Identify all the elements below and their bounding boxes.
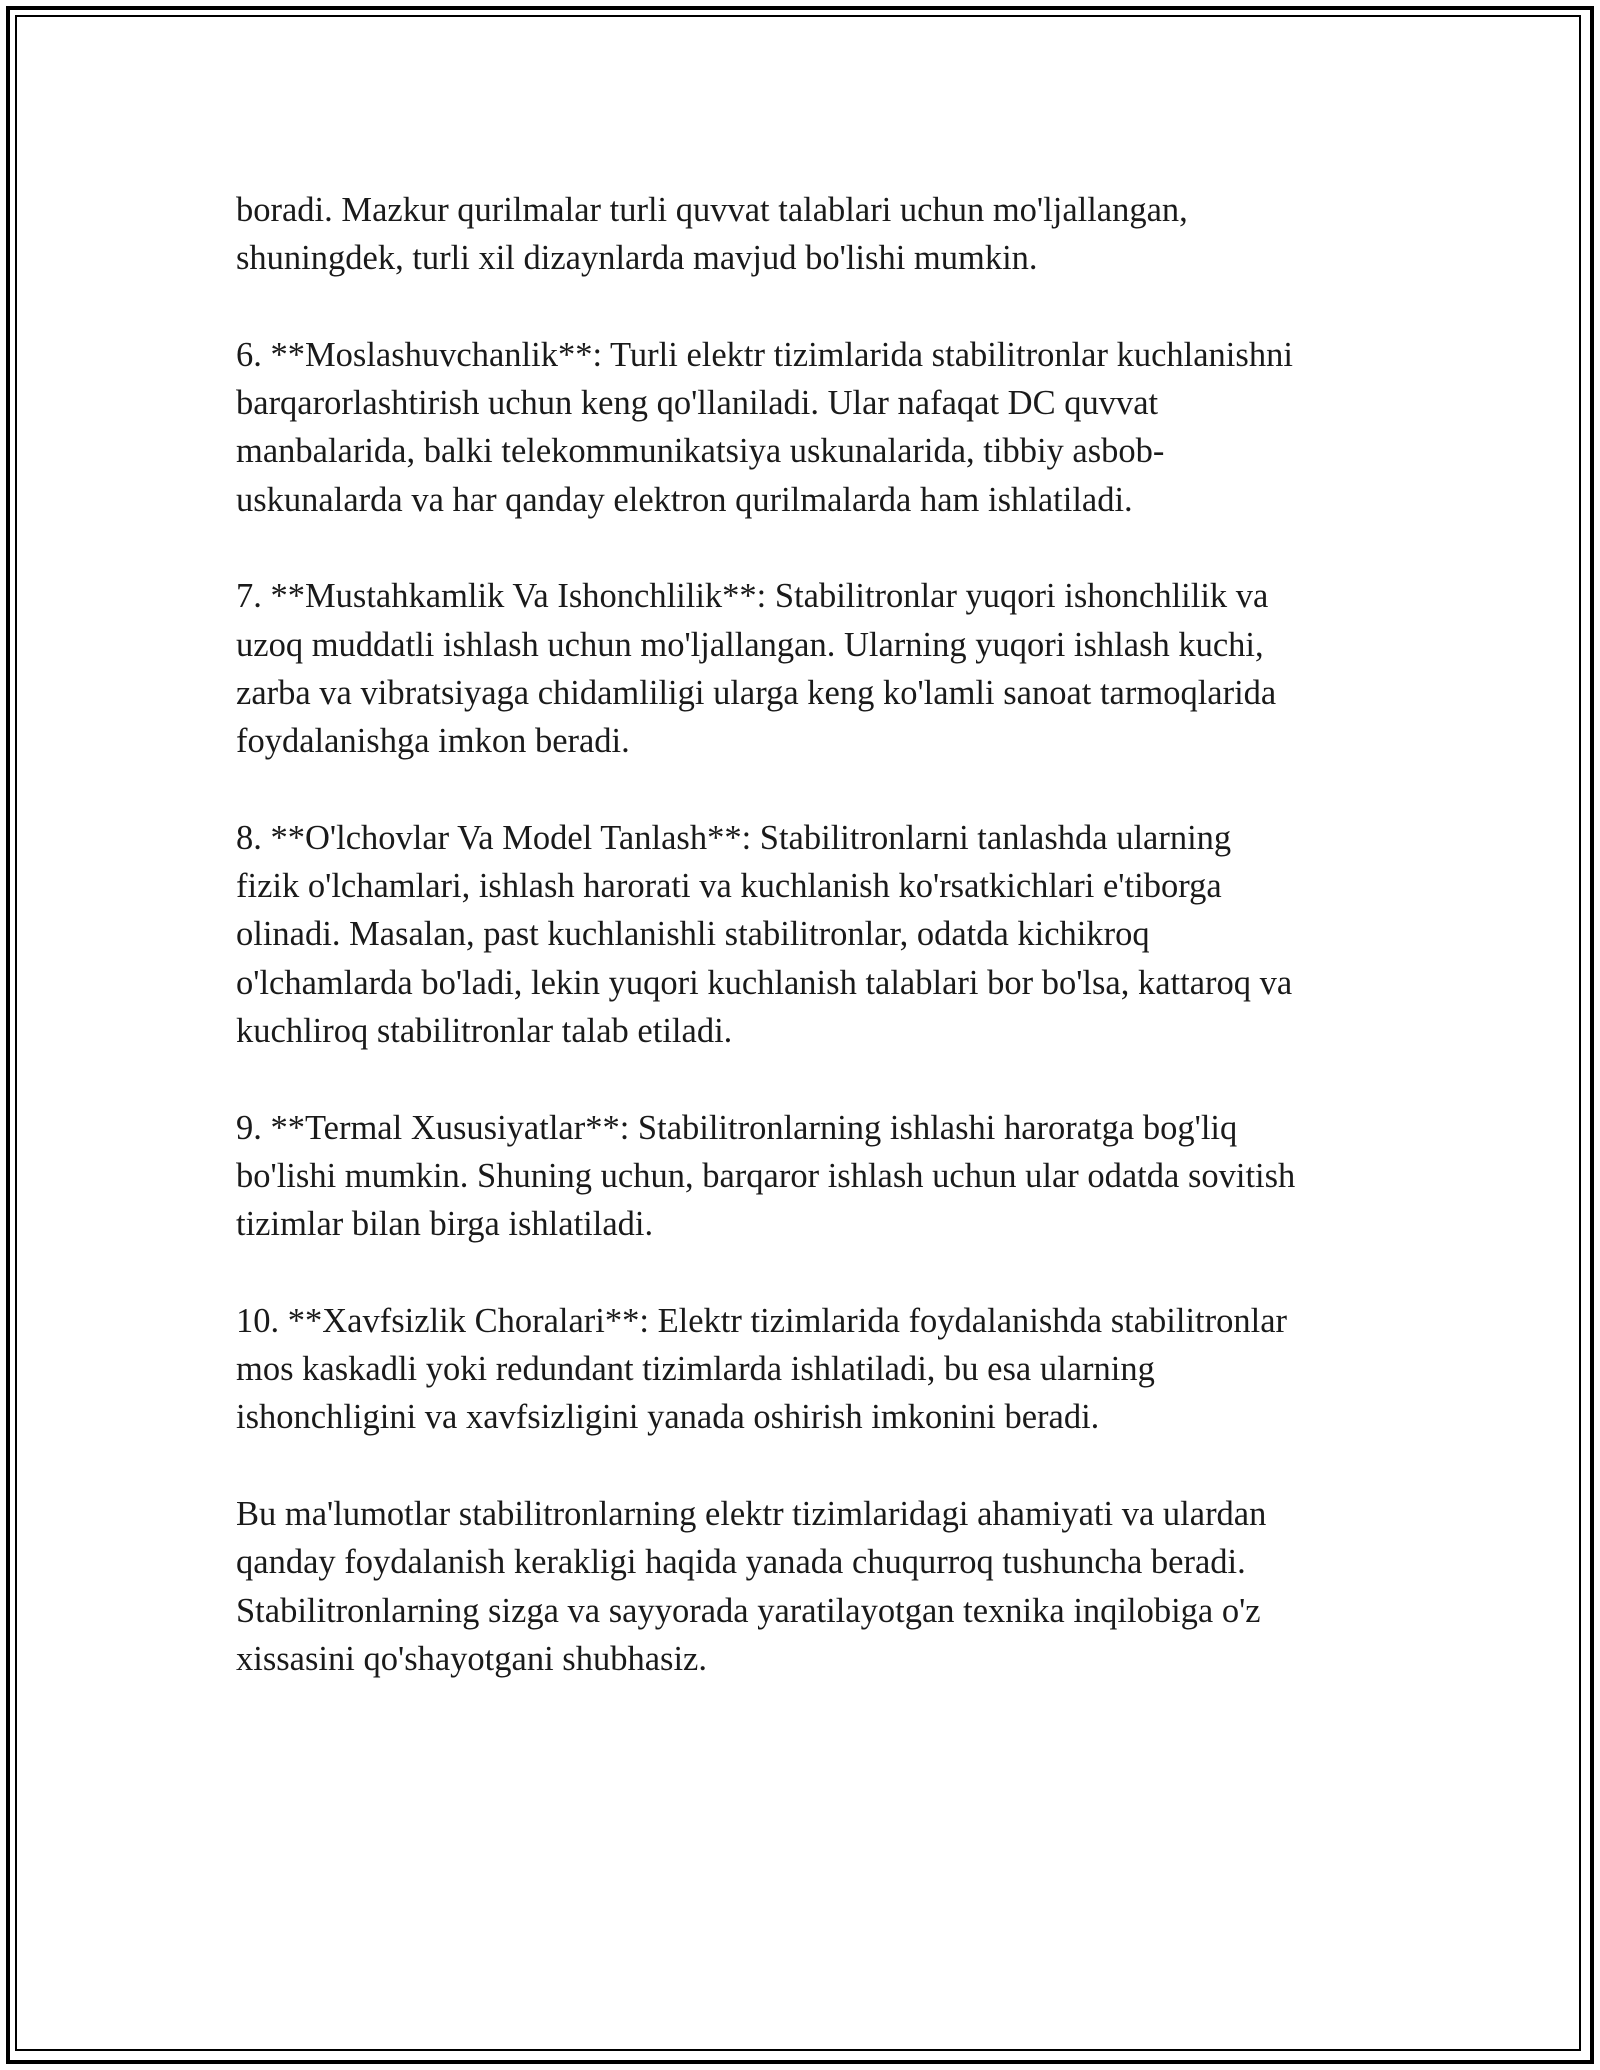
text-line: uskunalarda va har qanday elektron qurilmalarda ham ishlatiladi. [236,480,1133,519]
text-line: xissasini qo'shayotgani shubhasiz. [236,1639,707,1678]
text-line: ishonchligini va xavfsizligini yanada oshirish imkonini beradi. [236,1398,1100,1437]
text-line: qanday foydalanish kerakligi haqida yanada chuqurroq tushuncha beradi. [236,1543,1246,1582]
text-line: Bu ma'lumotlar stabilitronlarning elektr tizimlaridagi ahamiyati va ulardan [236,1495,1267,1534]
text-line: tizimlar bilan birga ishlatiladi. [236,1205,654,1244]
text-line: Stabilitronlarning sizga va sayyorada yaratilayotgan texnika inqilobiga o'z [236,1591,1261,1630]
text-line: barqarorlashtirish uchun keng qo'llaniladi. Ular nafaqat DC quvvat [236,384,1159,423]
paragraph-item-8 [236,814,1376,1055]
paragraph-item-7 [236,572,1376,765]
text-line: uzoq muddatli ishlash uchun mo'ljallangan. Ularning yuqori ishlash kuchi, [236,625,1264,664]
text-line: mos kaskadli yoki redundant tizimlarda ishlatiladi, bu esa ularning [236,1350,1155,1389]
paragraph-conclusion [236,1490,1376,1683]
text-line: o'lchamlarda bo'ladi, lekin yuqori kuchlanish talablari bor bo'lsa, kattaroq va [236,963,1293,1002]
paragraph-item-9 [236,1104,1376,1249]
document-body [236,186,1376,1683]
paragraph-item-6 [236,331,1376,524]
text-line: shuningdek, turli xil dizaynlarda mavjud bo'lishi mumkin. [236,239,1038,278]
text-line: foydalanishga imkon beradi. [236,722,630,761]
text-line: 7. **Mustahkamlik Va Ishonchlilik**: Stabilitronlar yuqori ishonchlilik va [236,577,1269,616]
text-line: 9. **Termal Xususiyatlar**: Stabilitronlarning ishlashi haroratga bog'liq [236,1108,1238,1147]
text-line: zarba va vibratsiyaga chidamliligi ularga keng ko'lamli sanoat tarmoqlarida [236,673,1277,712]
text-line: olinadi. Masalan, past kuchlanishli stabilitronlar, odatda kichikroq [236,915,1150,954]
text-line: 6. **Moslashuvchanlik**: Turli elektr tizimlarida stabilitronlar kuchlanishni [236,335,1293,374]
text-line: kuchliroq stabilitronlar talab etiladi. [236,1012,733,1051]
text-line: bo'lishi mumkin. Shuning uchun, barqaror ishlash uchun ular odatda sovitish [236,1156,1296,1195]
text-line: 10. **Xavfsizlik Choralari**: Elektr tizimlarida foydalanishda stabilitronlar [236,1301,1288,1340]
text-line: fizik o'lchamlari, ishlash harorati va kuchlanish ko'rsatkichlari e'tiborga [236,867,1222,906]
paragraph-continuation [236,186,1376,283]
text-line: 8. **O'lchovlar Va Model Tanlash**: Stabilitronlarni tanlashda ularning [236,818,1232,857]
text-line: boradi. Mazkur qurilmalar turli quvvat talablari uchun mo'ljallangan, [236,191,1188,229]
paragraph-item-10 [236,1297,1376,1442]
text-line: manbalarida, balki telekommunikatsiya uskunalarida, tibbiy asbob- [236,432,1165,471]
